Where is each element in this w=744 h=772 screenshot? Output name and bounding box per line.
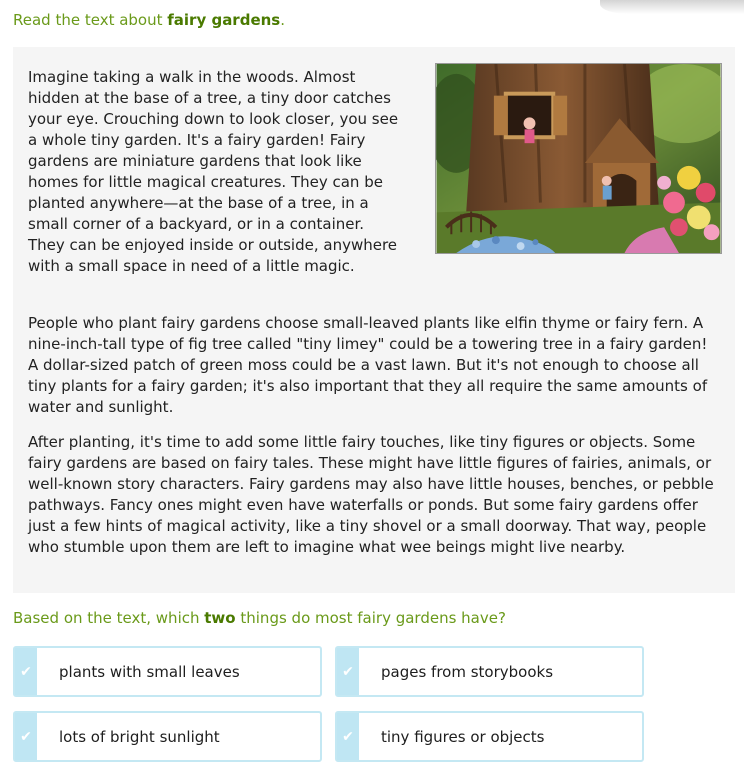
instruction-prompt (13, 11, 285, 29)
answer-choice-label: tiny figures or objects (381, 727, 545, 746)
answer-choice-lots-of-bright-sunlight[interactable] (13, 711, 322, 762)
question-text (13, 609, 506, 627)
prompt-topic: fairy gardens (167, 11, 281, 29)
answer-choice-pages-from-storybooks[interactable] (335, 646, 644, 697)
question-emphasis: two (204, 609, 236, 627)
top-shadow (600, 0, 744, 14)
fairy-garden-image (435, 63, 722, 254)
checkmark-icon: ✔ (15, 713, 37, 760)
passage-paragraph-1: Imagine taking a walk in the woods. Almost hidden at the base of a tree, a tiny door catches your eye. Crouching down to look closer, you see a whole tiny garden. It's a fairy garden! Fairy gardens are miniature gardens that look like homes for little magical creatures. They can be planted anywhere—at the base of a tree, in a small corner of a backyard, or in a container. They can be enjoyed inside or outside, anywhere with a small space in need of a little magic. (28, 68, 399, 275)
answer-choice-label: lots of bright sunlight (59, 727, 220, 746)
reading-passage (13, 47, 735, 593)
checkmark-icon: ✔ (15, 648, 37, 695)
question-prefix: Based on the text, which (13, 609, 205, 627)
answer-choice-label: plants with small leaves (59, 662, 240, 681)
prompt-prefix: Read the text about (13, 11, 168, 29)
answer-choice-tiny-figures-or-objects[interactable] (335, 711, 644, 762)
passage-paragraph-3: After planting, it's time to add some little fairy touches, like tiny figures or objects. Some fairy gardens are based on fairy tales. These might have little figures of fairies, animals, or well-known story characters. Fairy gardens may also have little houses, benches, or pebble pathways. Fancy ones might even have waterfalls or ponds. But some fairy gardens offer just a few hints of magical activity, like a tiny shovel or a small doorway. That way, people who stumble upon them are left to imagine what wee beings might live nearby. (28, 433, 714, 556)
passage-paragraph-2: People who plant fairy gardens choose small-leaved plants like elfin thyme or fairy fern. A nine-inch-tall type of fig tree called "tiny limey" could be a towering tree in a fairy garden! A dollar-sized patch of green moss could be a vast lawn. But it's not enough to choose all tiny plants for a fairy garden; it's also important that they all require the same amounts of water and sunlight. (28, 314, 708, 416)
checkmark-icon: ✔ (337, 713, 359, 760)
prompt-suffix: . (280, 11, 286, 29)
answer-choice-label: pages from storybooks (381, 662, 554, 681)
question-suffix: things do most fairy gardens have? (235, 609, 506, 627)
answer-choice-plants-with-small-leaves[interactable] (13, 646, 322, 697)
checkmark-icon: ✔ (337, 648, 359, 695)
